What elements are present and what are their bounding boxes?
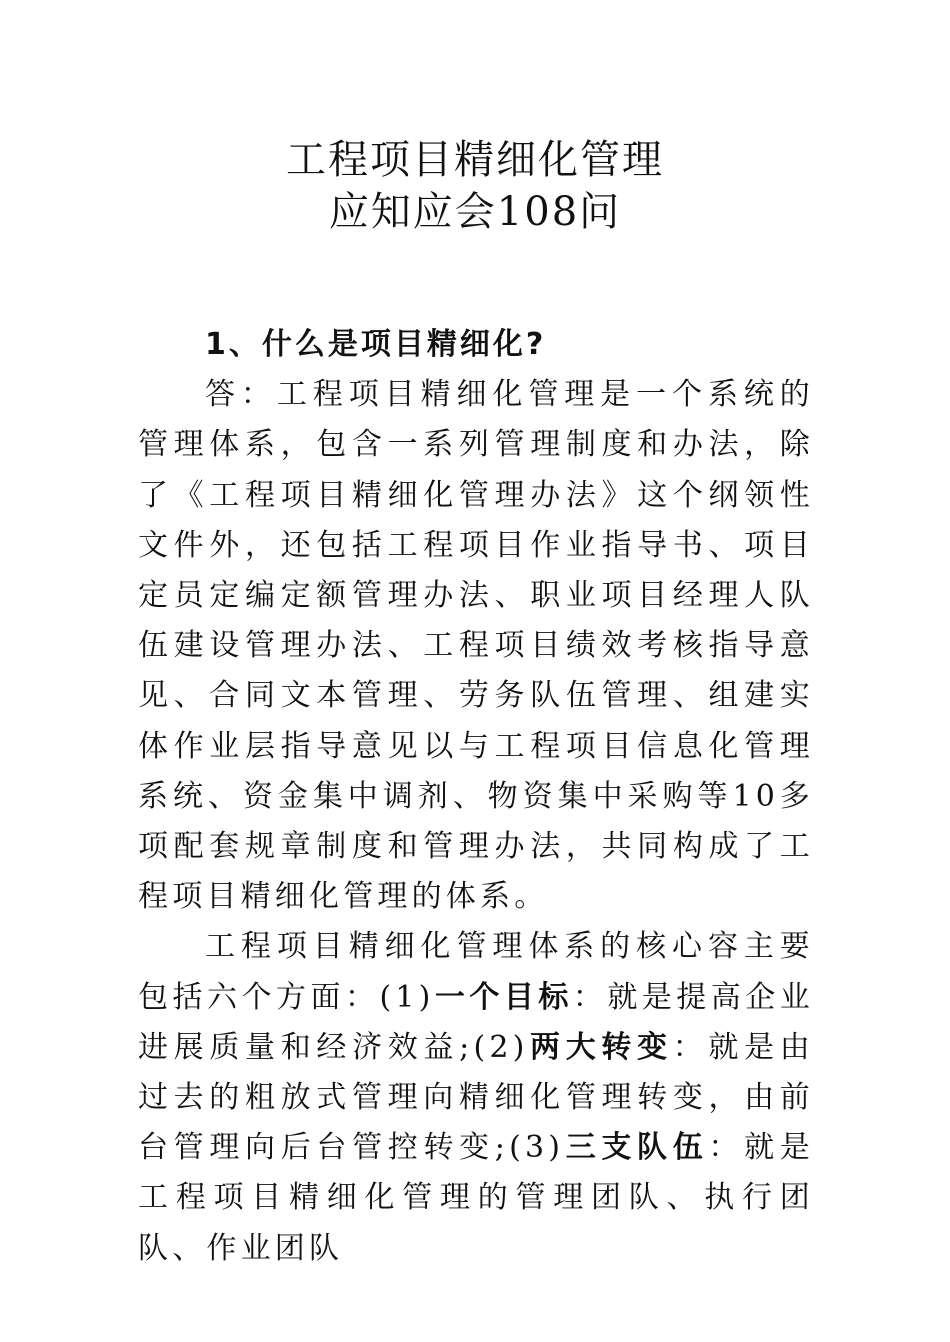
item-keyword-2: 两大转变	[528, 1029, 673, 1065]
item-number-2: (2)	[473, 1029, 529, 1065]
core-content-intro: 工程项目精细化管理体系的核心容主要包括六个方面：	[138, 929, 814, 1015]
answer-paragraph: 答：工程项目精细化管理是一个系统的管理体系，包含一系列管理制度和办法，除了《工程项目精细化管理办法》这个纲领性文件外，还包括工程项目作业指导书、项目定员定编定额管理办法、职业项目经理人队伍建设管理办法、工程项目绩效考核指导意见、合同文本管理、劳务队伍管理、组建实体作业层指导意见以与工程项目信息化管理系统、资金集中调剂、物资集中采购等10多项配套规章制度和管理办法，共同构成了工程项目精细化管理的体系。	[138, 377, 814, 915]
core-content-paragraph	[138, 922, 814, 1273]
item-keyword-1: 一个目标	[434, 979, 573, 1015]
question-heading: 1、什么是项目精细化?	[205, 327, 547, 362]
item-text-3: ：就是工程项目精细化管理的管理团队、执行团队、作业团队	[138, 1130, 814, 1266]
document-title-line1: 工程项目精细化管理	[286, 137, 664, 183]
item-text-2: ：就是由过去的粗放式管理向精细化管理转变，由前台管理向后台管控转变;	[138, 1029, 814, 1166]
item-number-1: (1)	[379, 979, 435, 1015]
item-text-1: ：就是提高企业进展质量和经济效益;	[138, 979, 814, 1065]
document-title-line2: 应知应会108问	[328, 189, 622, 235]
document-body	[138, 320, 814, 1274]
item-number-3: (3)	[509, 1130, 565, 1166]
item-keyword-3: 三支队伍	[564, 1130, 709, 1166]
